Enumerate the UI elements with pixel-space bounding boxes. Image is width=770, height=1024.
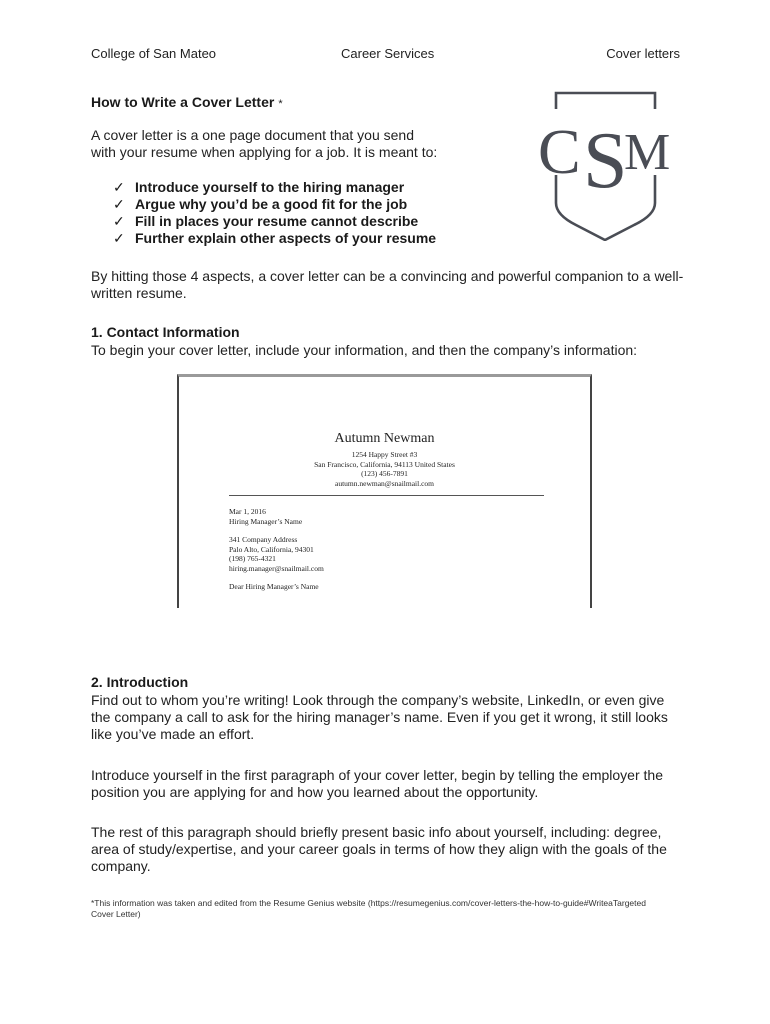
sample-phone: (123) 456-7891 <box>361 469 408 478</box>
section-2-p3-line-3: company. <box>91 858 151 874</box>
page-title-text: How to Write a Cover Letter <box>91 94 275 110</box>
sample-city: San Francisco, California, 94113 United States <box>314 459 455 469</box>
footnote <box>91 898 691 920</box>
summary-line-2: written resume. <box>91 285 187 301</box>
section-1-heading: 1. Contact Information <box>91 324 240 340</box>
logo-letter-s: S <box>583 117 628 205</box>
sample-salutation: Dear Hiring Manager’s Name <box>229 582 319 591</box>
footnote-line-2: Cover Letter) <box>91 909 141 919</box>
checkmark-icon: ✓ <box>113 179 125 195</box>
sample-email: autumn.newman@snailmail.com <box>335 478 434 488</box>
header-college: College of San Mateo <box>91 46 217 61</box>
sample-company-city: Palo Alto, California, 94301 <box>229 544 314 554</box>
sample-company-address: 341 Company Address <box>229 535 298 544</box>
csm-logo <box>536 91 681 241</box>
logo-letter-m: M <box>624 124 671 181</box>
checkmark-icon: ✓ <box>113 230 125 246</box>
checkmark-icon: ✓ <box>113 213 125 229</box>
csm-shield-logo <box>536 91 681 241</box>
section-2-p2-line-1: Introduce yourself in the first paragraph of your cover letter, begin by telling the employer the <box>91 767 663 783</box>
section-2-p2-line-2: position you are applying for and how you learned about the opportunity. <box>91 784 539 800</box>
footnote-line-1: *This information was taken and edited from the Resume Genius website (https://resumegenius.com/cover-letters-the-how-to-guide#WriteaTargeted <box>91 898 646 908</box>
logo-letter-c: C <box>538 116 581 187</box>
intro-line-1: A cover letter is a one page document that you send <box>91 127 414 143</box>
sample-name: Autumn Newman <box>334 431 435 446</box>
sample-letter <box>177 374 592 608</box>
title-footnote-mark: * <box>278 98 283 110</box>
list-item <box>113 196 436 213</box>
checkmark-icon: ✓ <box>113 196 125 212</box>
page-title <box>91 94 283 110</box>
section-2-p1-line-3: like you’ve made an effort. <box>91 726 255 742</box>
section-2-heading: 2. Introduction <box>91 674 189 690</box>
checklist-item-text: Argue why you’d be a good fit for the job <box>135 196 408 212</box>
section-2-p3-line-2: area of study/expertise, and your career goals in terms of how they align with the goals of the <box>91 841 667 857</box>
list-item <box>113 230 436 247</box>
checklist-item-text: Further explain other aspects of your resume <box>135 230 437 246</box>
section-2-p1-line-1: Find out to whom you’re writing! Look through the company’s website, LinkedIn, or even give <box>91 692 665 708</box>
sample-divider <box>229 495 544 496</box>
section-1-text: To begin your cover letter, include your information, and then the company’s information: <box>91 342 638 358</box>
sample-company-phone: (198) 765-4321 <box>229 554 276 563</box>
intro-line-2: with your resume when applying for a job. It is meant to: <box>91 144 438 160</box>
list-item <box>113 213 436 230</box>
checklist <box>113 179 436 247</box>
header-topic: Cover letters <box>606 46 680 61</box>
summary-line-1: By hitting those 4 aspects, a cover letter can be a convincing and powerful companion to a well- <box>91 268 684 284</box>
sample-company-email: hiring.manager@snailmail.com <box>229 563 324 573</box>
checklist-item-text: Introduce yourself to the hiring manager <box>135 179 405 195</box>
sample-recipient: Hiring Manager’s Name <box>229 516 303 526</box>
list-item <box>113 179 436 196</box>
sample-date: Mar 1, 2016 <box>229 507 266 516</box>
header-department: Career Services <box>341 46 435 61</box>
sample-address: 1254 Happy Street #3 <box>351 450 418 459</box>
section-2-p1-line-2: the company a call to ask for the hiring manager’s name. Even if you get it wrong, it still looks <box>91 709 668 725</box>
checklist-item-text: Fill in places your resume cannot describe <box>135 213 419 229</box>
section-2-p3-line-1: The rest of this paragraph should briefly present basic info about yourself, including: degree, <box>91 824 662 840</box>
